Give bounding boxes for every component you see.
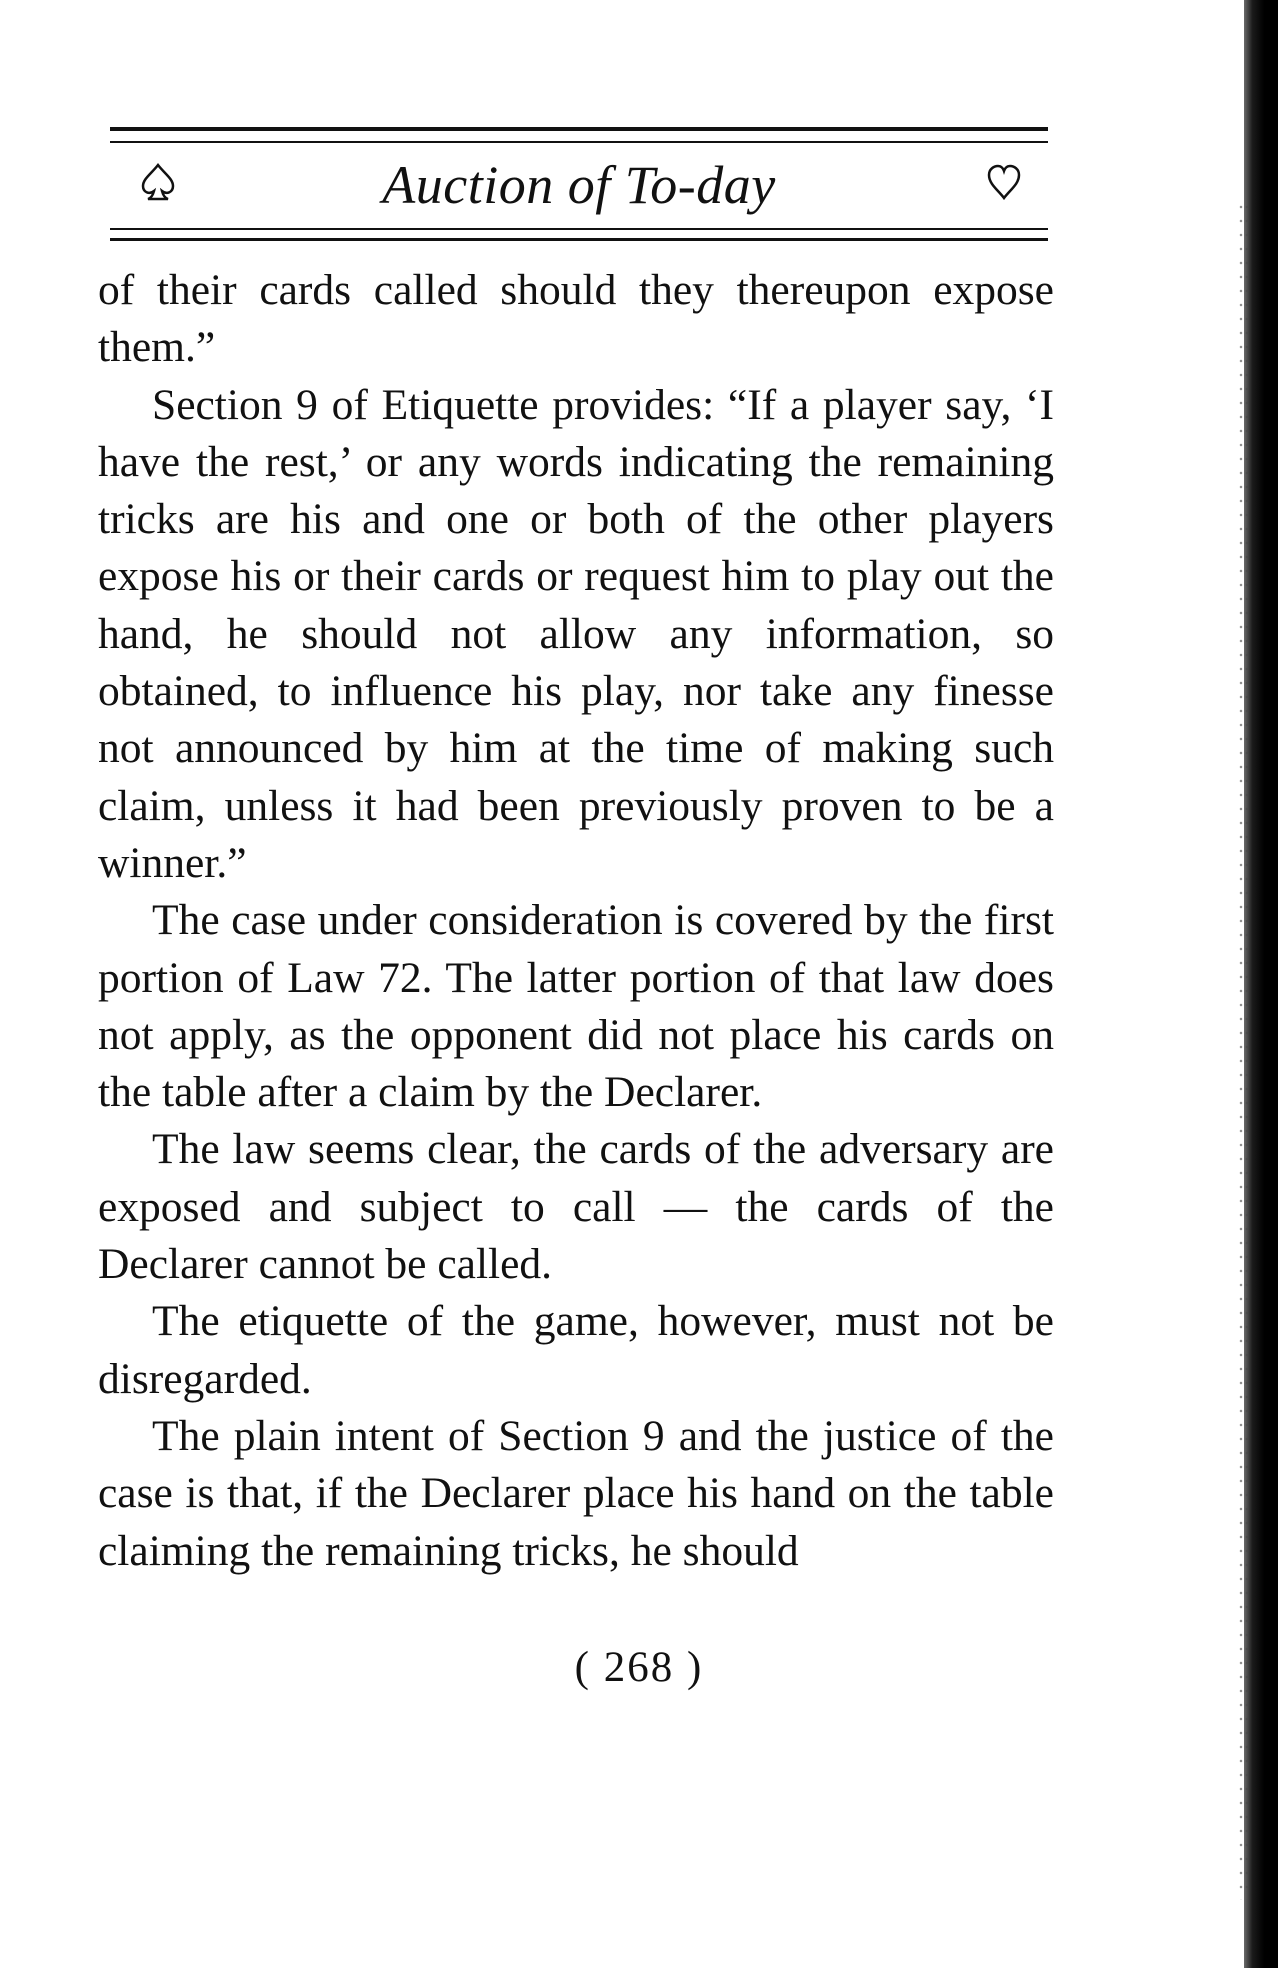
paragraph-etiquette-section-9: Section 9 of Etiquette provides: “If a player say, ‘I have the rest,’ or any words indicating the remaining tricks are his and one or both of the other players expose his or their cards or request him to play out the hand, he should not allow any information, so obtained, to influence his play, nor take any finesse not announced by him at the time of making such claim, unless it had been previously proven to be a winner.”	[98, 380, 1054, 887]
paragraph-law-72: The case under consideration is covered by the first portion of Law 72. The latter portion of that law does not apply, as the opponent did not place his cards on the table after a claim by the Declarer.	[98, 896, 1054, 1117]
running-head-title: Auction of To-day	[382, 155, 776, 215]
paragraph-etiquette: The etiquette of the game, however, must not be disregarded.	[98, 1297, 1054, 1403]
header-rule-bottom-thick	[110, 238, 1048, 241]
paragraph-continuation: of their cards called should they thereupon expose them.”	[98, 266, 1054, 372]
paragraph-law-clear: The law seems clear, the cards of the adversary are exposed and subject to call — the cards of the Declarer cannot be called.	[98, 1125, 1054, 1289]
header-rule-top-thin	[110, 141, 1048, 143]
page-number: ( 268 )	[574, 1644, 704, 1691]
header-rule-bottom-thin	[110, 228, 1048, 230]
body-text	[98, 262, 1054, 1580]
paragraph-plain-intent: The plain intent of Section 9 and the justice of the case is that, if the Declarer place his hand on the table claiming the remaining tricks, he should	[98, 1411, 1054, 1575]
running-head	[110, 150, 1048, 224]
heart-icon	[986, 162, 1022, 202]
header-rule-top-thick	[110, 127, 1048, 131]
